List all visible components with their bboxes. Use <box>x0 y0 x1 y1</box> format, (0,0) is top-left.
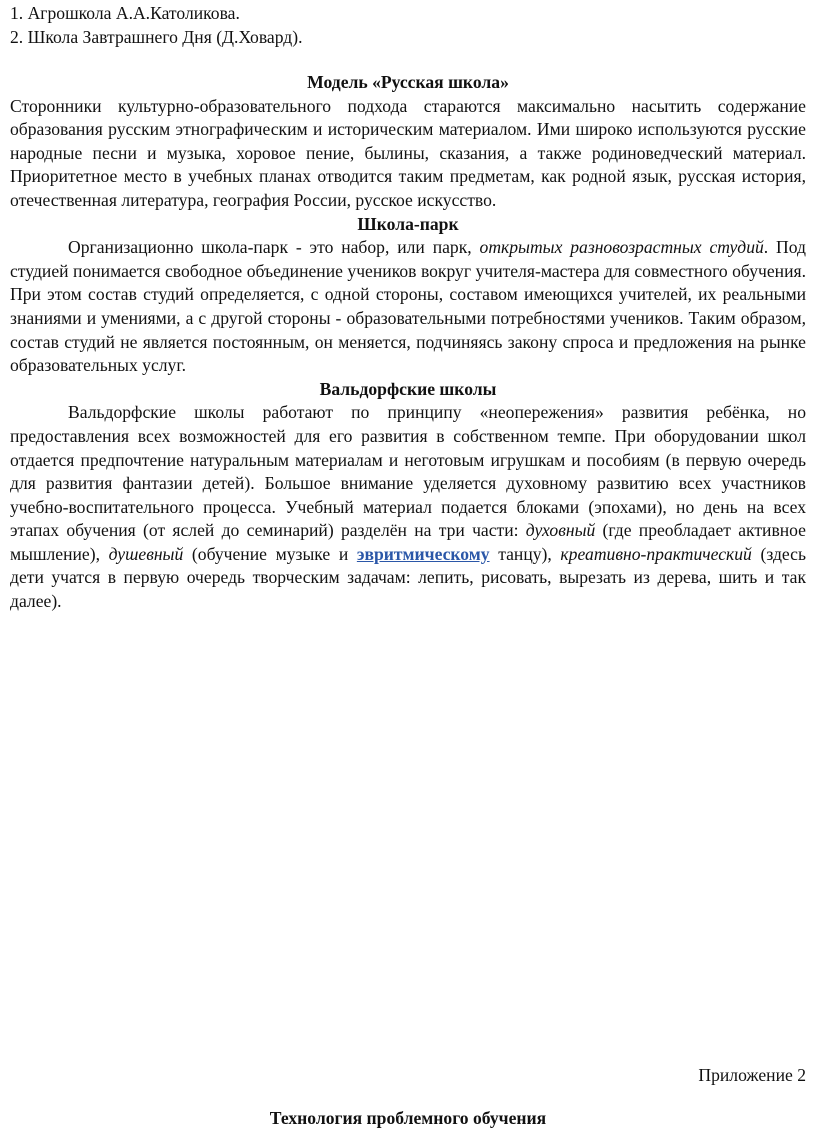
park-school-italic: открытых разновозрастных студий <box>479 237 764 258</box>
list-item: 2. Школа Завтрашнего Дня (Д.Ховард). <box>10 26 303 47</box>
document-body <box>10 71 806 614</box>
waldorf-heading: Вальдорфские школы <box>319 378 497 399</box>
park-school-text-1: Организационно школа-парк - это набор, или парк, <box>68 237 480 258</box>
park-school-heading: Школа-парк <box>357 213 459 234</box>
waldorf-italic-soulful: душевный <box>108 543 184 564</box>
waldorf-text-2: (где преобладает активное мышление), <box>10 520 806 564</box>
appendix-label: Приложение 2 <box>698 1065 806 1085</box>
waldorf-text-1: Вальдорфские школы работают по принципу «неопережения» развития ребёнка, но предоставления всех возможностей для его развития в собственном темпе. При оборудовании школ отдается предпочтение натуральным материалам и неготовым игрушкам и пособиям (в первую очередь для развития фантазии детей). Большое внимание уделяется духовному развитию всех участников учебно-воспитательного процесса. Учебный материал подается блоками (эпохами), но день на всех этапах обучения (от яслей до семинарий) разделён на три части: <box>10 402 806 541</box>
waldorf-text-3: (обучение музыке и <box>183 543 357 564</box>
list-item: 1. Агрошкола А.А.Католикова. <box>10 3 240 23</box>
waldorf-italic-creative: креативно-практический <box>560 543 752 564</box>
russian-school-paragraph: Сторонники культурно-образовательного подхода стараются максимально насытить содержание образования русским этнографическим и историческим материалом. Ими широко используются русские народные песни и музыка, хоровое пение, былины, сказания, а также родиноведческий материал. Приоритетное место в учебных планах отводится таким предметам, как родной язык, русская история, отечественная литература, география России, русское искусство. <box>10 95 806 210</box>
eurythmy-link[interactable]: эвритмическому <box>356 543 490 564</box>
document-page <box>10 0 806 1133</box>
waldorf-italic-spiritual: духовный <box>525 520 596 541</box>
waldorf-text-5: (здесь дети учатся в первую очередь творческим задачам: лепить, рисовать, вырезать из дерева, шить и так далее). <box>10 543 806 612</box>
waldorf-text-4: танцу), <box>489 543 561 564</box>
park-school-text-2: . Под студией понимается свободное объединение учеников вокруг учителя-мастера для совместного обучения. При этом состав студий определяется, с одной стороны, составом имеющихся учителей, их реальными знаниями и умениями, а с другой стороны - образовательными потребностями учеников. Таким образом, состав студий не является постоянным, он меняется, подчиняясь закону спроса и предложения на рынке образовательных услуг. <box>10 237 806 376</box>
next-section-heading: Технология проблемного обучения <box>269 1108 547 1128</box>
russian-school-heading: Модель «Русская школа» <box>307 72 509 92</box>
waldorf-paragraph <box>10 401 806 613</box>
reference-list <box>10 2 303 49</box>
park-school-paragraph <box>10 236 806 378</box>
